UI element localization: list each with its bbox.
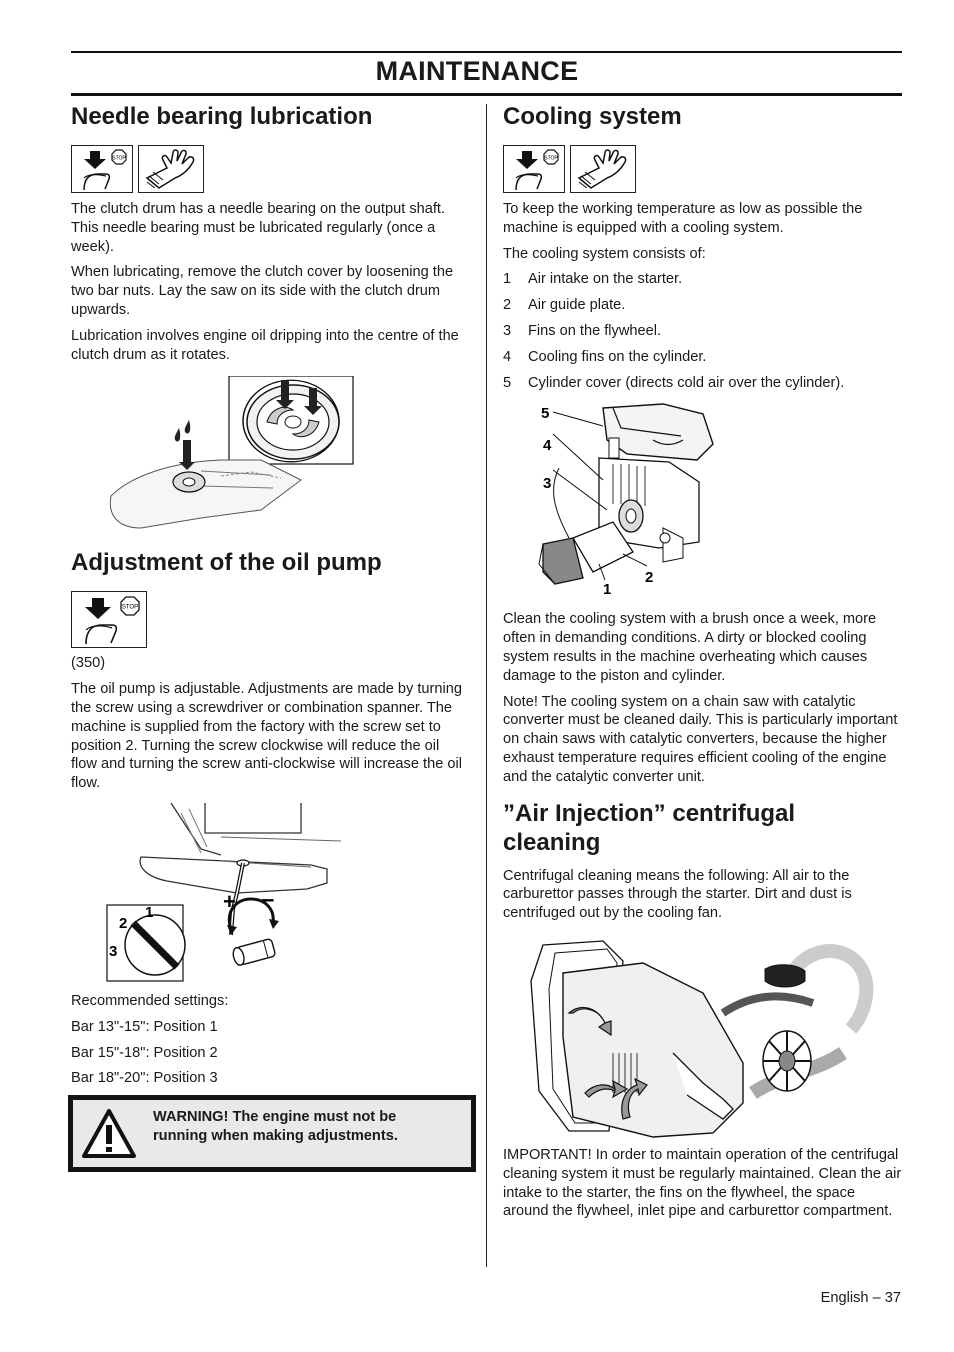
cooling-p1: To keep the working temperature as low as possible the machine is equipped with a cooling system. (503, 201, 863, 236)
list-item: 4 Cooling fins on the cylinder. (503, 348, 707, 365)
warning-triangle-icon (81, 1108, 137, 1160)
page-title: MAINTENANCE (375, 56, 579, 86)
glove-icon (138, 145, 204, 193)
left-column (71, 100, 469, 1088)
svg-text:2: 2 (119, 914, 128, 932)
svg-text:STOP: STOP (544, 155, 558, 162)
glove-icon-2 (570, 145, 636, 193)
svg-text:STOP: STOP (112, 155, 126, 162)
svg-text:1: 1 (603, 581, 612, 599)
oil-pump-screw-illustration (71, 801, 469, 984)
svg-text:5: 5 (541, 405, 550, 423)
air-injection-illustration (503, 933, 903, 1138)
right-column (503, 100, 903, 1221)
cooling-p3: Clean the cooling system with a brush once a week, more often in demanding conditions. A dirty or blocked cooling system results in the machine overheating which causes damage to the piston and cylinder. (503, 611, 877, 684)
engine-stop-icon-2 (71, 591, 147, 648)
cooling-icons (503, 145, 903, 193)
needle-icons (71, 145, 469, 193)
cooling-p4: Note! The cooling system on a chain saw with catalytic converter must be cleaned daily. This is particularly important on chain saws with catalytic converters, because the higher exhaust temperature requires efficient cooling of the engine and the catalytic converter unit. (503, 693, 898, 785)
svg-text:4: 4 (543, 437, 552, 455)
list-item: 5 Cylinder cover (directs cold air over the cylinder). (503, 374, 845, 391)
setting-row: Bar 18"-20": Position 3 (71, 1070, 218, 1087)
needle-p1: The clutch drum has a needle bearing on the output shaft. This needle bearing must be lubricated regularly (once a week). (71, 201, 446, 255)
svg-text:3: 3 (543, 475, 552, 493)
list-item: 3 Fins on the flywheel. (503, 322, 662, 339)
clutch-drum-illustration (71, 376, 469, 536)
engine-stop-icon (71, 145, 133, 193)
air-p2: IMPORTANT! In order to maintain operation of the centrifugal cleaning system it must be regularly maintained. Clean the air intake to the starter, the fins on the flywheel, the space around the flywheel, inlet pipe and carburettor compartment. (503, 1146, 902, 1220)
heading-air-injection: ”Air Injection” centrifugal cleaning (503, 799, 796, 856)
svg-text:3: 3 (109, 942, 118, 960)
needle-p3: Lubrication involves engine oil dripping into the centre of the clutch drum as it rotates. (71, 327, 459, 363)
oil-pump-p1: The oil pump is adjustable. Adjustments are made by turning the screw using a screwdriver or combination spanner. The machine is supplied from the factory with the screw set to position 2. Turning the screw clockwise will reduce the oil flow and turning the screw anti-clockwise will increase the oil flow. (71, 681, 463, 792)
needle-p2: When lubricating, remove the clutch cover by loosening the two bar nuts. Lay the saw on its side with the clutch drum upwards. (71, 264, 454, 318)
list-item: 1 Air intake on the starter. (503, 271, 683, 288)
list-item: 2 Air guide plate. (503, 297, 626, 314)
recommended-settings-title: Recommended settings: (71, 992, 229, 1009)
engine-stop-icon-3 (503, 145, 565, 193)
heading-needle-bearing: Needle bearing lubrication (71, 103, 373, 130)
header-rule-top (71, 51, 902, 53)
heading-oil-pump: Adjustment of the oil pump (71, 549, 382, 577)
svg-text:STOP: STOP (121, 604, 139, 611)
heading-cooling-system: Cooling system (503, 103, 682, 130)
setting-row: Bar 13"-15": Position 1 (71, 1018, 218, 1035)
cooling-p2: The cooling system consists of: (503, 245, 706, 262)
cooling-system-illustration (503, 398, 903, 598)
oil-pump-model: (350) (71, 655, 106, 672)
oil-pump-icons (71, 591, 469, 648)
header-rule-bottom (71, 93, 902, 96)
warning-box (68, 1095, 476, 1172)
setting-row: Bar 15"-18": Position 2 (71, 1044, 218, 1061)
svg-text:1: 1 (145, 903, 154, 921)
air-p1: Centrifugal cleaning means the following: All air to the carburettor passes through the starter. Dirt and dust is centrifuged out by the cooling fan. (503, 867, 852, 922)
column-divider (486, 104, 487, 1267)
svg-text:–: – (261, 885, 275, 913)
svg-text:+: + (223, 888, 236, 914)
svg-text:2: 2 (645, 569, 654, 587)
warning-text: WARNING! The engine must not be running when making adjustments. (153, 1109, 398, 1144)
page-footer: English – 37 (820, 1290, 901, 1306)
